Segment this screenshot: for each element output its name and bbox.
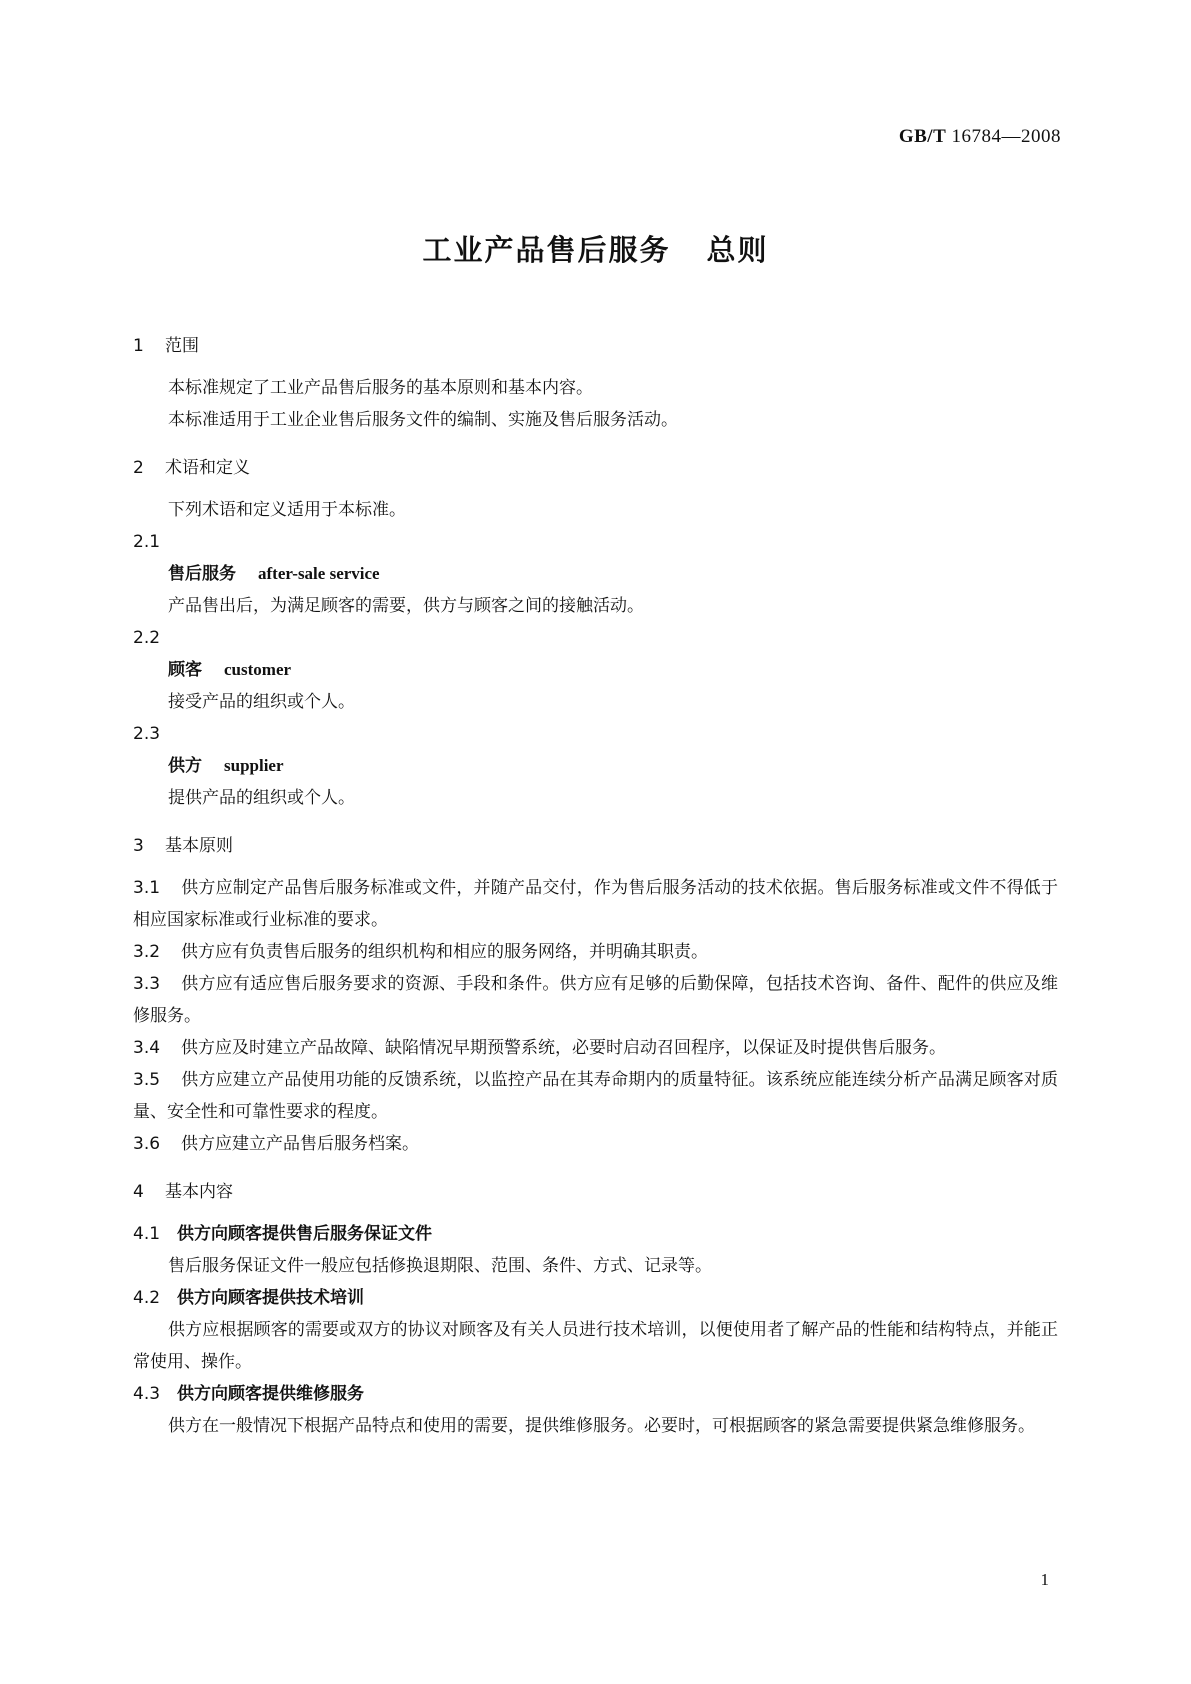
title-main: 工业产品售后服务 — [422, 233, 671, 267]
title-sub: 总则 — [706, 233, 769, 267]
subsection-heading — [133, 1378, 1058, 1410]
term-en: after-sale service — [258, 564, 380, 583]
term-definition: 提供产品的组织或个人。 — [168, 788, 355, 808]
term-entry — [133, 750, 1058, 782]
subsection-heading — [133, 1218, 1058, 1250]
paragraph: 供方在一般情况下根据产品特点和使用的需要，提供维修服务。必要时，可根据顾客的紧急需要提供紧急维修服务。 — [168, 1416, 1035, 1436]
section-number: 4 — [133, 1182, 144, 1202]
standard-code — [899, 126, 1061, 148]
section-heading — [133, 450, 1058, 486]
term-zh: 售后服务 — [168, 564, 236, 584]
subsection-title: 供方向顾客提供技术培训 — [177, 1288, 364, 1308]
clause — [133, 1128, 1058, 1160]
clause-text: 供方应有适应售后服务要求的资源、手段和条件。供方应有足够的后勤保障，包括技术咨询、备件、配件的供应及维修服务。 — [133, 974, 1058, 1026]
paragraph: 供方应根据顾客的需要或双方的协议对顾客及有关人员进行技术培训，以便使用者了解产品的性能和结构特点，并能正常使用、操作。 — [133, 1320, 1058, 1372]
clause-text: 供方应制定产品售后服务标准或文件，并随产品交付，作为售后服务活动的技术依据。售后服务标准或文件不得低于相应国家标准或行业标准的要求。 — [133, 878, 1058, 930]
term-en: supplier — [224, 756, 284, 775]
term-number: 2.3 — [133, 724, 161, 744]
paragraph: 本标准适用于工业企业售后服务文件的编制、实施及售后服务活动。 — [168, 410, 678, 430]
clause — [133, 1064, 1058, 1128]
section-title: 基本原则 — [165, 836, 233, 856]
clause-number: 3.3 — [133, 974, 161, 994]
standard-code-prefix: GB/T — [898, 126, 947, 147]
section-3 — [133, 828, 1058, 1160]
term-en: customer — [224, 660, 292, 679]
term-zh: 顾客 — [168, 660, 202, 680]
section-4 — [133, 1174, 1058, 1442]
document-body — [133, 328, 1058, 1442]
term-entry — [133, 558, 1058, 590]
section-number: 2 — [133, 458, 144, 478]
clause-number: 3.4 — [133, 1038, 161, 1058]
page-number: 1 — [1040, 1570, 1049, 1589]
section-number: 1 — [133, 336, 144, 356]
subsection-number: 4.3 — [133, 1384, 161, 1404]
section-title: 基本内容 — [165, 1182, 233, 1202]
paragraph: 售后服务保证文件一般应包括修换退期限、范围、条件、方式、记录等。 — [168, 1256, 712, 1276]
clause-text: 供方应有负责售后服务的组织机构和相应的服务网络，并明确其职责。 — [181, 942, 708, 962]
section-heading — [133, 1174, 1058, 1210]
clause-number: 3.5 — [133, 1070, 161, 1090]
section-heading — [133, 328, 1058, 364]
term-definition: 产品售出后，为满足顾客的需要，供方与顾客之间的接触活动。 — [168, 596, 644, 616]
clause-text: 供方应及时建立产品故障、缺陷情况早期预警系统，必要时启动召回程序，以保证及时提供售后服务。 — [181, 1038, 946, 1058]
clause — [133, 936, 1058, 968]
section-1 — [133, 328, 1058, 436]
paragraph: 本标准规定了工业产品售后服务的基本原则和基本内容。 — [168, 378, 593, 398]
subsection-number: 4.2 — [133, 1288, 161, 1308]
section-2 — [133, 450, 1058, 814]
clause-text: 供方应建立产品售后服务档案。 — [181, 1134, 419, 1154]
term-zh: 供方 — [168, 756, 202, 776]
clause — [133, 872, 1058, 936]
clause-text: 供方应建立产品使用功能的反馈系统，以监控产品在其寿命期内的质量特征。该系统应能连续分析产品满足顾客对质量、安全性和可靠性要求的程度。 — [133, 1070, 1058, 1122]
term-number: 2.1 — [133, 532, 161, 552]
clause — [133, 968, 1058, 1032]
term-number: 2.2 — [133, 628, 161, 648]
term-definition: 接受产品的组织或个人。 — [168, 692, 355, 712]
clause-number: 3.6 — [133, 1134, 161, 1154]
section-title: 范围 — [165, 336, 199, 356]
subsection-heading — [133, 1282, 1058, 1314]
paragraph: 下列术语和定义适用于本标准。 — [168, 500, 406, 520]
subsection-title: 供方向顾客提供售后服务保证文件 — [177, 1224, 432, 1244]
subsection-title: 供方向顾客提供维修服务 — [177, 1384, 364, 1404]
document-title — [0, 228, 1191, 269]
section-title: 术语和定义 — [165, 458, 250, 478]
clause-number: 3.1 — [133, 878, 161, 898]
clause — [133, 1032, 1058, 1064]
clause-number: 3.2 — [133, 942, 161, 962]
section-number: 3 — [133, 836, 144, 856]
section-heading — [133, 828, 1058, 864]
subsection-number: 4.1 — [133, 1224, 161, 1244]
standard-code-number: 16784—2008 — [951, 126, 1061, 147]
term-entry — [133, 654, 1058, 686]
